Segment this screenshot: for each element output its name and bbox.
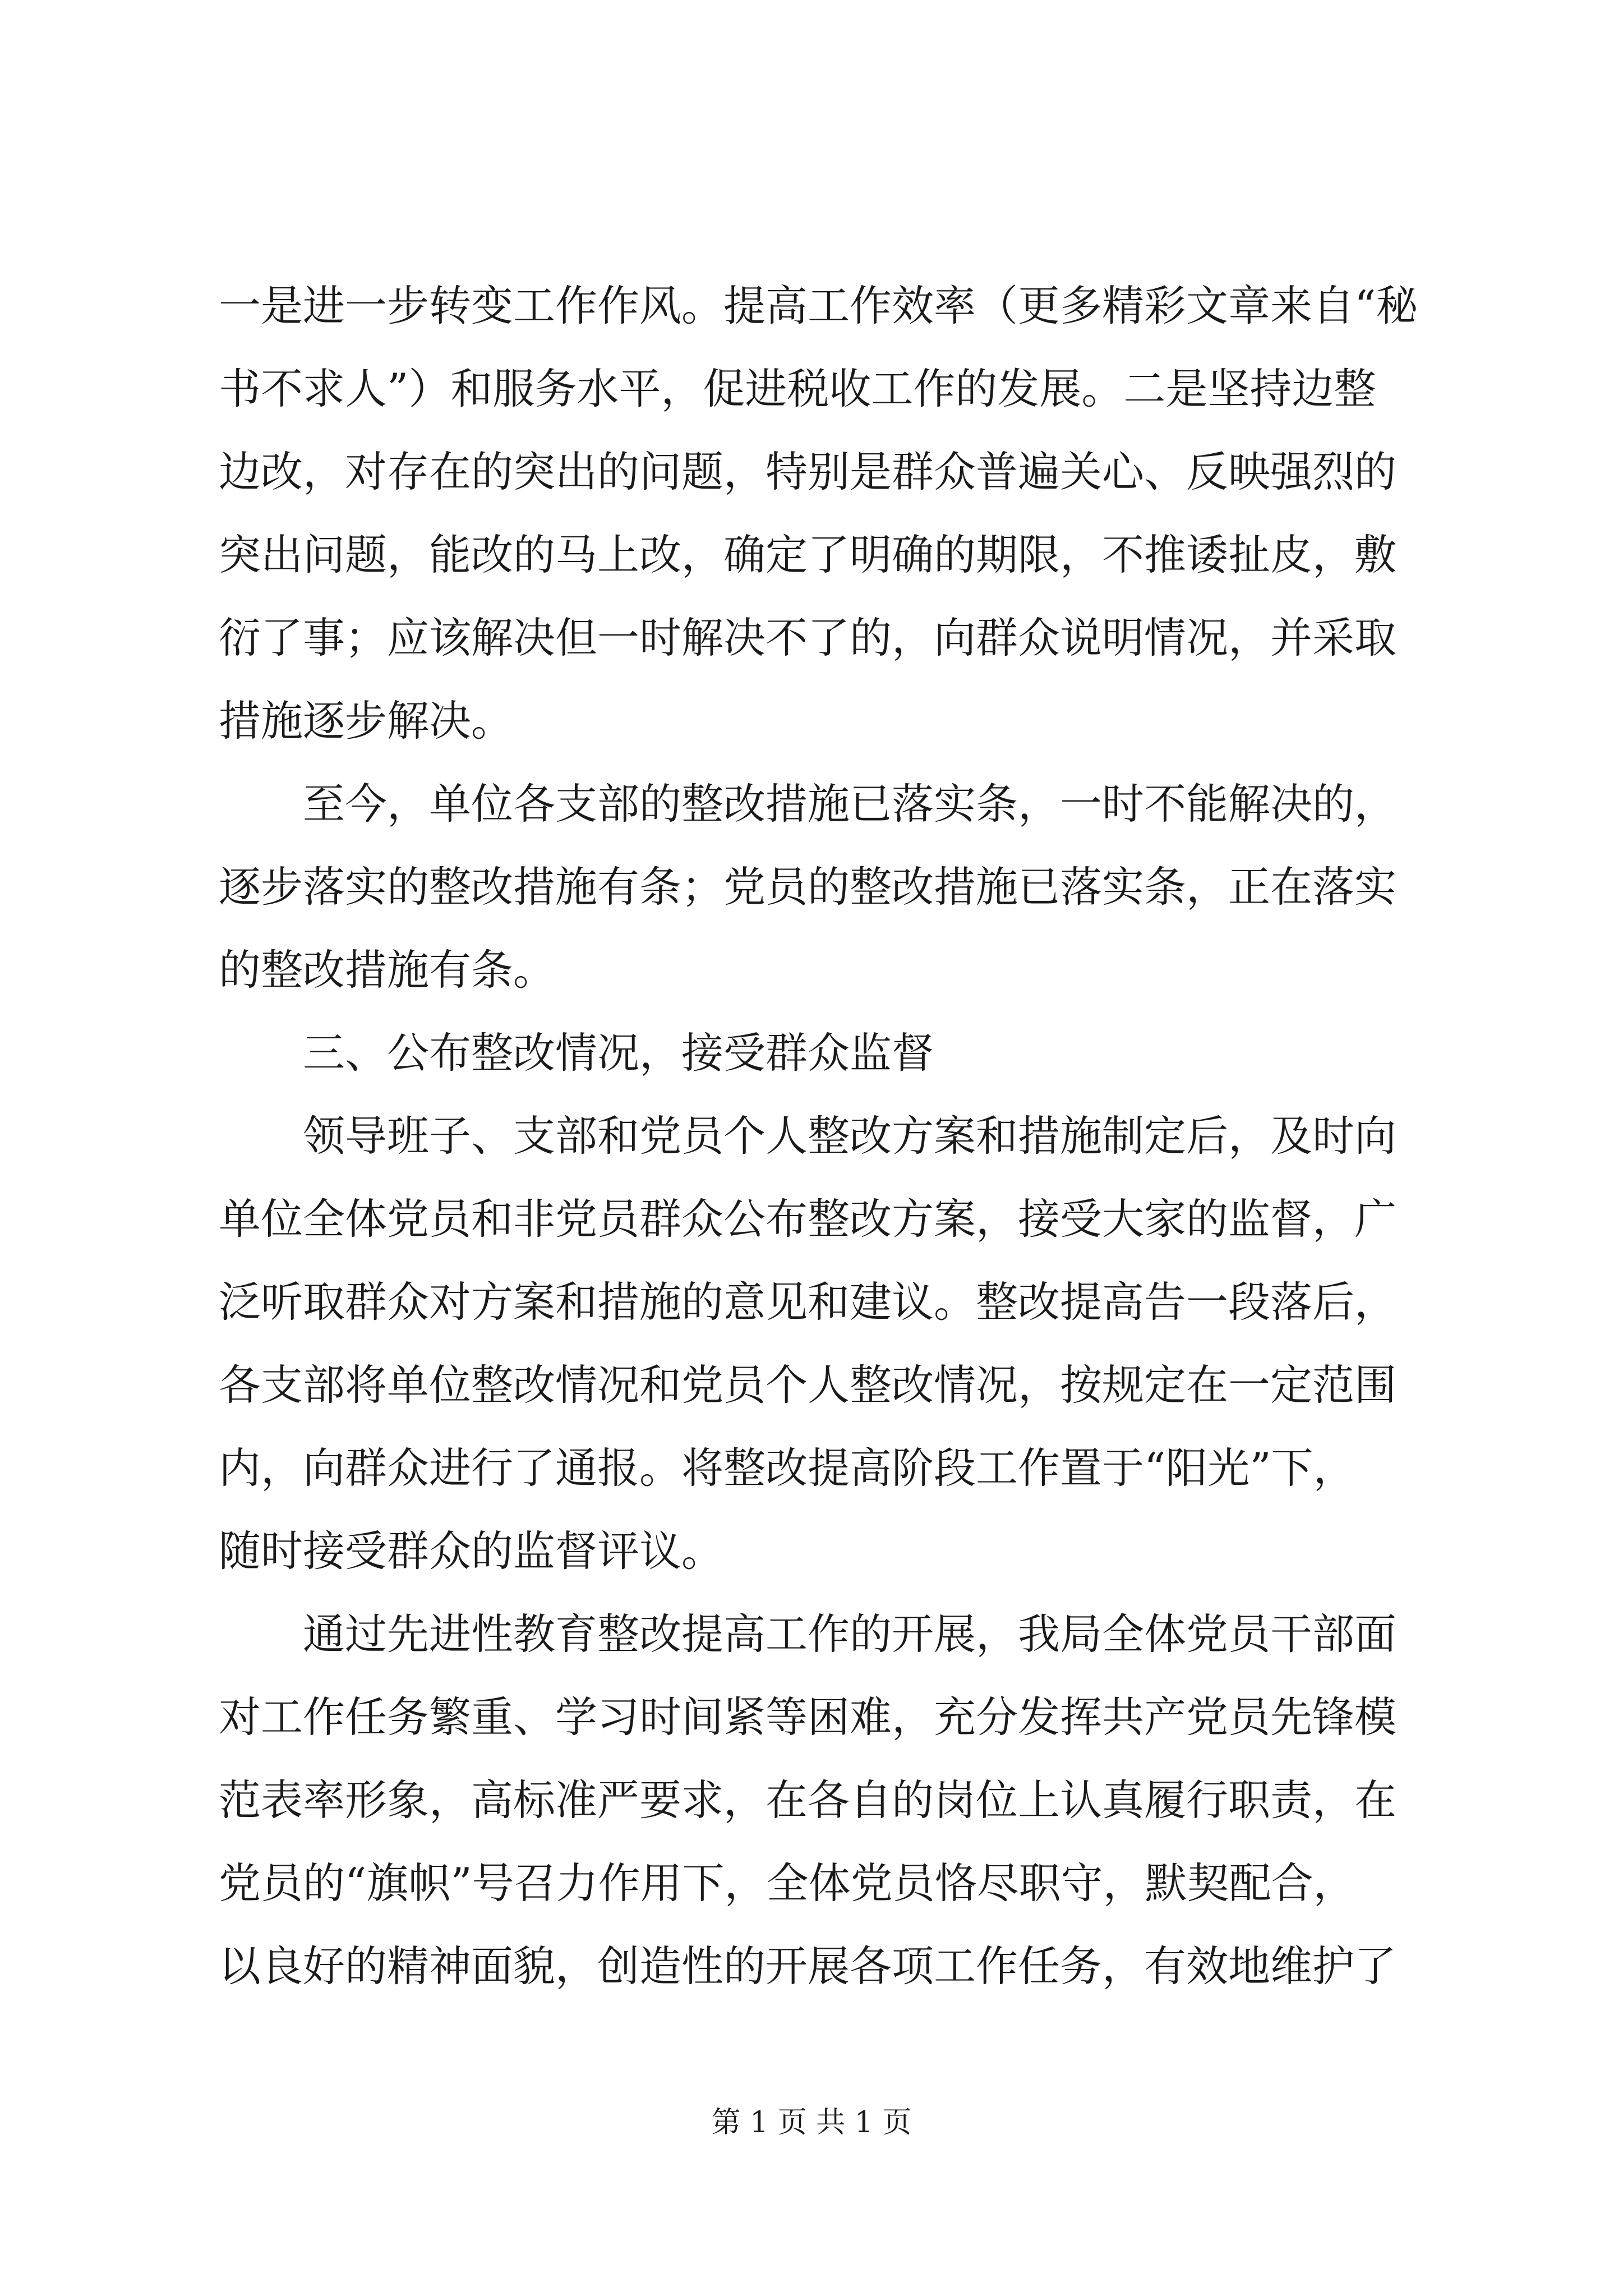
paragraph-2-line-3: 的整改措施有条。 [219, 945, 556, 995]
paragraph-2-line-2: 逐步落实的整改措施有条；党员的整改措施已落实条，正在落实 [219, 862, 1397, 912]
page-number-footer: 第 1 页 共 1 页 [711, 2106, 912, 2139]
paragraph-4-line-4: 党员的“旗帜”号召力作用下，全体党员恪尽职守，默契配合， [219, 1858, 1355, 1908]
paragraph-3-line-2: 单位全体党员和非党员群众公布整改方案，接受大家的监督，广 [219, 1194, 1397, 1244]
paragraph-1-line-5: 衍了事；应该解决但一时解决不了的，向群众说明情况，并采取 [219, 613, 1397, 662]
paragraph-3-line-1: 领导班子、支部和党员个人整改方案和措施制定后，及时向 [303, 1111, 1397, 1161]
paragraph-3-line-3: 泛听取群众对方案和措施的意见和建议。整改提高告一段落后， [219, 1277, 1397, 1327]
paragraph-3-line-6: 随时接受群众的监督评议。 [219, 1526, 724, 1576]
paragraph-3-line-5: 内，向群众进行了通报。将整改提高阶段工作置于“阳光”下， [219, 1443, 1355, 1493]
paragraph-1-line-2: 书不求人”）和服务水平，促进税收工作的发展。二是坚持边整 [219, 364, 1376, 413]
paragraph-1-line-4: 突出问题，能改的马上改，确定了明确的期限，不推诿扯皮，敷 [219, 530, 1397, 579]
paragraph-3-line-4: 各支部将单位整改情况和党员个人整改情况，按规定在一定范围 [219, 1360, 1397, 1410]
paragraph-4-line-1: 通过先进性教育整改提高工作的开展，我局全体党员干部面 [303, 1609, 1397, 1659]
paragraph-1-line-6: 措施逐步解决。 [219, 696, 514, 746]
paragraph-4-line-5: 以良好的精神面貌，创造性的开展各项工作任务，有效地维护了 [219, 1941, 1397, 1991]
paragraph-2-line-1: 至今，单位各支部的整改措施已落实条，一时不能解决的， [303, 779, 1397, 829]
paragraph-1-line-1: 一是进一步转变工作作风。提高工作效率（更多精彩文章来自“秘 [219, 281, 1418, 330]
paragraph-4-line-3: 范表率形象，高标准严要求，在各自的岗位上认真履行职责，在 [219, 1775, 1397, 1825]
section-heading: 三、公布整改情况，接受群众监督 [303, 1028, 934, 1078]
paragraph-1-line-3: 边改，对存在的突出的问题，特别是群众普遍关心、反映强烈的 [219, 447, 1397, 496]
paragraph-4-line-2: 对工作任务繁重、学习时间紧等困难，充分发挥共产党员先锋模 [219, 1692, 1397, 1742]
